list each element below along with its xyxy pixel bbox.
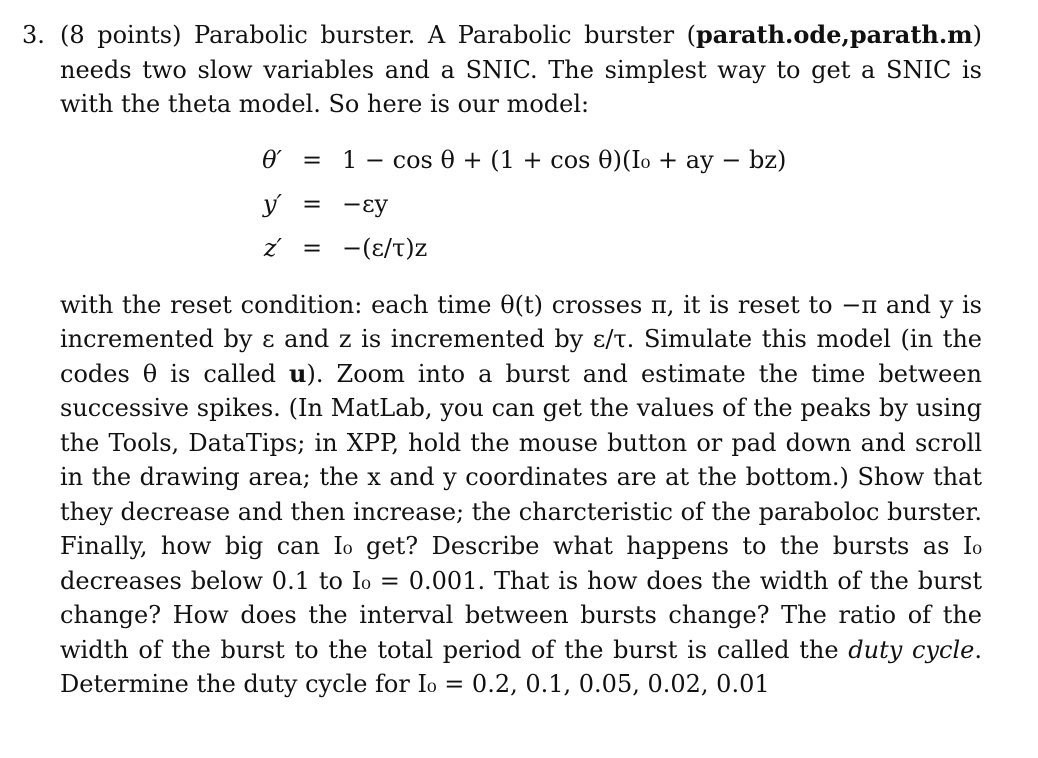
problem-body — [22, 288, 982, 702]
equation-theta-rhs: 1 − cos θ + (1 + cos θ)(I₀ + ay − bz) — [342, 145, 787, 174]
term-duty-cycle: duty cycle — [848, 635, 975, 664]
equation-z — [22, 228, 982, 268]
equation-system — [22, 136, 982, 274]
intro-text-2: ) needs two slow variables and a SNIC. The simplest way to get a SNIC is with the theta model. So here is our model: — [60, 21, 983, 118]
equation-z-lhs: z′ — [263, 233, 282, 262]
equation-z-equals: = — [302, 233, 323, 262]
problem-3 — [22, 18, 982, 702]
body-text-2: ). Zoom into a burst and estimate the time between successive spikes. (In MatLab, you can get the values of the peaks by using the Tools, DataTips; in XPP, hold the mouse button or pad down and scroll in the drawing area; the x and y coordinates are at the bottom.) Show that they decrease and then increase; the charcteristic of the paraboloc burster. Finally, how big can I₀ get? Describe what happens to the bursts as I₀ decreases below 0.1 to I₀ = 0.001. That is how does the width of the burst change? How does the interval between bursts change? The ratio of the width of the burst to the total period of the burst is called the — [60, 359, 982, 664]
equation-y-rhs: −εy — [342, 189, 389, 218]
variable-u: u — [289, 358, 307, 388]
equation-theta-equals: = — [302, 145, 323, 174]
equation-theta-lhs: θ′ — [262, 145, 282, 174]
body-text-3: . Determine the duty cycle for I₀ = 0.2, 0.1, 0.05, 0.02, 0.01 — [60, 635, 982, 698]
problem-points: (8 points) — [60, 21, 182, 49]
equation-y-lhs: y′ — [262, 189, 282, 218]
equation-y-equals: = — [302, 189, 323, 218]
file-names: parath.ode,parath.m — [695, 20, 973, 49]
equation-z-rhs: −(ε/τ)z — [342, 233, 428, 262]
equation-y — [22, 184, 982, 224]
problem-number: 3. — [22, 21, 45, 49]
intro-text-1: Parabolic burster. A Parabolic burster ( — [181, 21, 696, 49]
equation-theta — [22, 140, 982, 180]
problem-intro — [22, 18, 982, 122]
body-text-1: with the reset condition: each time θ(t) crosses π, it is reset to −π and y is incremented by ε and z is incremented by ε/τ. Simulate this model (in the codes θ is called — [60, 290, 982, 388]
